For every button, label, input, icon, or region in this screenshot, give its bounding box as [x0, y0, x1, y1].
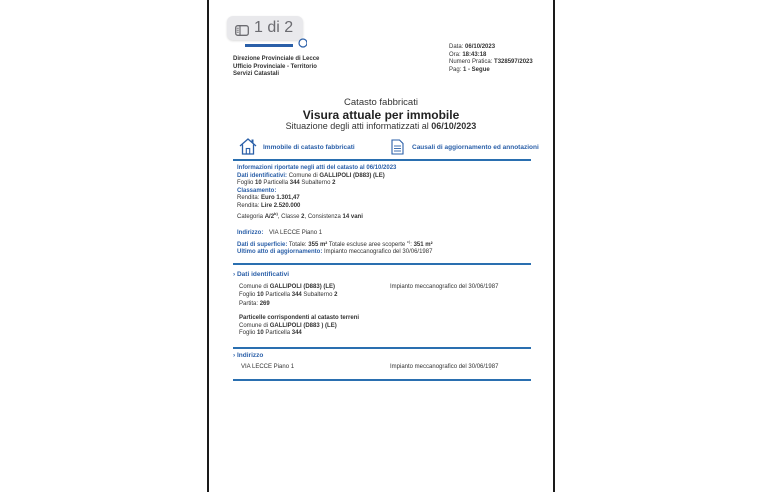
meta-page-label: Pag: [449, 66, 462, 73]
dati-comune: GALLIPOLI (D883) (LE) [269, 284, 336, 290]
doc-subtitle-text: Situazione degli atti informatizzati al [285, 121, 429, 131]
dati-foglio-row [239, 292, 337, 300]
dati-comune-row [239, 284, 337, 292]
superficie-label: Dati di superficie: [237, 241, 288, 248]
terreni-foglio-row [239, 330, 359, 338]
info-foglio-row [237, 180, 396, 188]
house-icon [239, 138, 257, 160]
classe-label: , Classe [277, 214, 300, 220]
dati-impianto: Impianto meccanografico del 30/06/1987 [390, 284, 499, 290]
superficie-totale: 355 m² [308, 241, 328, 248]
partita-value: 269 [259, 301, 270, 307]
divider [233, 263, 531, 265]
divider [233, 347, 531, 349]
categoria-code: A/2 [264, 214, 275, 220]
meta-date-value: 06/10/2023 [465, 44, 496, 50]
terreni-comune-row [239, 323, 359, 331]
divider [233, 379, 531, 381]
foglio-value: 10 [257, 291, 264, 298]
ultimo-atto-value: Impianto meccanografico del 30/06/1987 [324, 249, 433, 255]
categoria-label: Categoria [237, 214, 264, 220]
subalterno-label: Subalterno [303, 291, 333, 298]
info-dati-row [237, 173, 396, 181]
indirizzo-impianto: Impianto meccanografico del 30/06/1987 [390, 364, 499, 370]
chevron-right-icon: › [233, 271, 236, 278]
meta-pratica [449, 59, 533, 67]
subalterno-label: Subalterno [301, 180, 331, 186]
foglio-label: Foglio [239, 330, 256, 336]
indirizzo-section-title: Indirizzo [236, 352, 264, 359]
info-block [237, 165, 396, 222]
dati-comune-prefix: Comune di [239, 284, 269, 290]
rendita-label: Rendita: [237, 202, 260, 209]
classe-value: 2 [301, 214, 305, 220]
page-indicator[interactable] [227, 16, 303, 40]
meta-date [449, 44, 533, 52]
subalterno-value: 2 [334, 291, 338, 298]
dati-section-heading[interactable] [233, 271, 289, 278]
rendita-lire-row [237, 203, 396, 211]
consistenza-value: 14 vani [342, 214, 363, 220]
rendita-label: Rendita: [237, 195, 260, 201]
office-line: Ufficio Provinciale - Territorio [233, 63, 317, 70]
categoria-note-ref: b) [274, 211, 278, 216]
rendita-euro-row [237, 195, 396, 203]
office-block [233, 56, 319, 79]
ultimo-atto-label: Ultimo atto di aggiornamento: [237, 249, 323, 255]
document-icon [391, 139, 404, 160]
particella-value: 344 [291, 291, 302, 298]
meta-time [449, 52, 533, 60]
particella-label: Particella [263, 180, 289, 186]
sidebar-toggle-icon[interactable] [235, 23, 249, 34]
chevron-right-icon: › [233, 352, 236, 359]
superficie-note-ref: c) [406, 238, 411, 244]
particella-value: 344 [289, 180, 300, 186]
partita-row [239, 301, 337, 309]
info-comune: GALLIPOLI (D883) (LE) [319, 172, 385, 179]
classamento-label: Classamento: [237, 187, 277, 194]
terreni-block [239, 315, 359, 338]
meta-time-label: Ora: [449, 51, 461, 58]
rendita-euro: Euro 1.301,47 [261, 195, 300, 201]
indirizzo-row [237, 230, 433, 238]
foglio-value: 10 [257, 330, 264, 336]
particella-label: Particella [265, 291, 291, 298]
dati-section-title: Dati identificativi [236, 271, 289, 278]
superficie-escluse-label: Totale escluse aree scoperte [328, 241, 406, 248]
meta-page-value: 1 - Segue [463, 66, 490, 73]
meta-pratica-label: Numero Pratica: [449, 59, 493, 65]
particella-value: 344 [291, 330, 302, 336]
terreni-heading: Particelle corrispondenti al catasto terreni [239, 315, 360, 321]
dati-section-left [239, 284, 337, 309]
info-address-block [237, 230, 433, 257]
indirizzo-value: VIA LECCE Piano 1 [269, 230, 323, 236]
foglio-label: Foglio [239, 291, 256, 298]
info-dati-label: Dati identificativi: [237, 172, 288, 179]
office-line: Servizi Catastali [233, 71, 280, 77]
link-immobile[interactable]: Immobile di catasto fabbricati [263, 144, 355, 151]
meta-date-label: Data: [449, 44, 464, 50]
doc-title: Visura attuale per immobile [302, 108, 460, 122]
document-page[interactable] [209, 0, 553, 492]
foglio-label: Foglio [237, 180, 254, 186]
indirizzo-section-value: VIA LECCE Piano 1 [241, 364, 295, 370]
meta-block [449, 44, 533, 74]
office-line: Direzione Provinciale di Lecce [233, 56, 320, 62]
categoria-value [264, 211, 278, 220]
terreni-comune-prefix: Comune di [239, 322, 269, 329]
agency-logo [245, 38, 307, 50]
indirizzo-section-heading[interactable] [233, 352, 263, 359]
link-causali[interactable]: Causali di aggiornamento ed annotazioni [412, 144, 539, 151]
superficie-escluse: 351 m² [413, 241, 433, 248]
indirizzo-label: Indirizzo: [237, 230, 264, 236]
superficie-escluse-sep: : [410, 241, 412, 248]
superficie-row [237, 238, 433, 250]
doc-subtitle-date: 06/10/2023 [431, 121, 477, 131]
partita-label: Partita: [239, 301, 259, 307]
meta-time-value: 18:43:18 [462, 51, 487, 58]
superficie-totale-label: Totale: [288, 241, 307, 248]
meta-pratica-value: T328597/2023 [494, 59, 533, 65]
foglio-value: 10 [255, 180, 262, 186]
doc-subtitle [209, 121, 553, 131]
rendita-lire: Lire 2.520.000 [261, 202, 301, 209]
categoria-row [237, 210, 396, 222]
terreni-comune: GALLIPOLI (D883 ) (LE) [269, 322, 337, 329]
info-comune-prefix: Comune di [288, 172, 318, 179]
consistenza-label: , Consistenza [304, 214, 341, 220]
particella-label: Particella [265, 330, 291, 336]
page-indicator-label: 1 di 2 [254, 19, 294, 36]
subalterno-value: 2 [332, 180, 336, 186]
meta-page [449, 67, 533, 75]
section-nav [233, 137, 539, 157]
doc-title-category: Catasto fabbricati [344, 97, 418, 108]
divider [233, 159, 531, 161]
info-heading: Informazioni riportate negli atti del catasto al 06/10/2023 [237, 165, 397, 171]
ultimo-atto-row [237, 249, 433, 257]
document-frame [207, 0, 555, 492]
